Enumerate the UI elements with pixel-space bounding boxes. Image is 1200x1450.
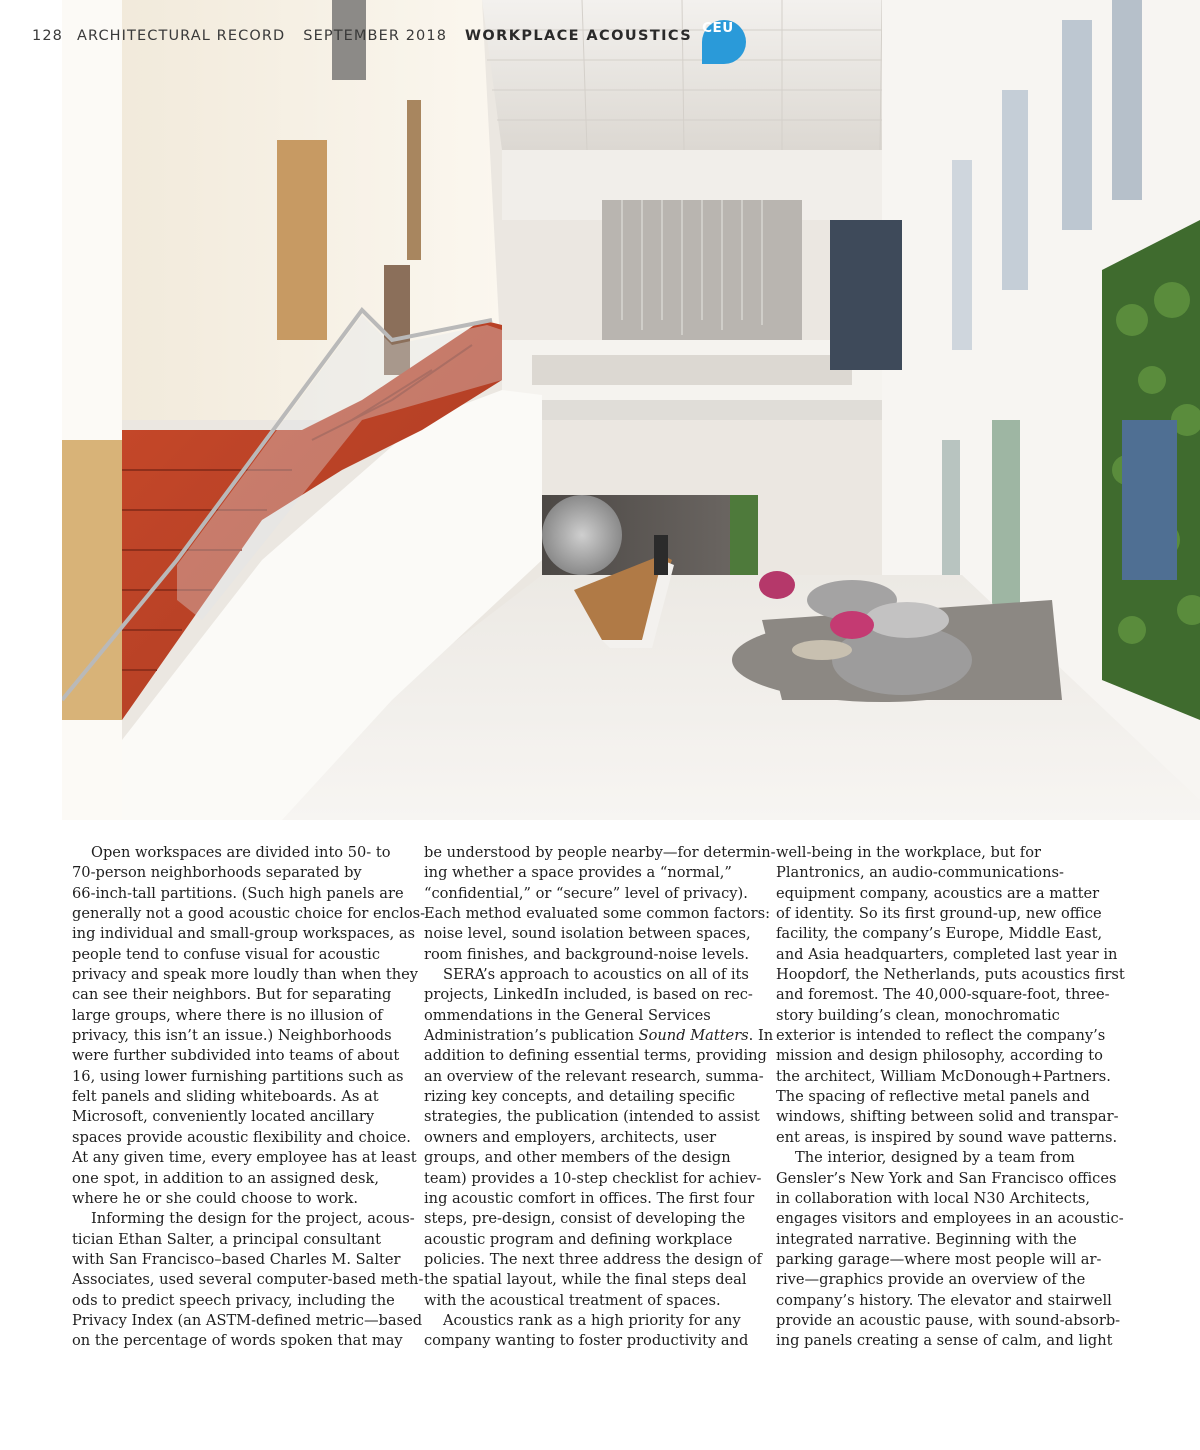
- text-line: facility, the company’s Europe, Middle East,: [776, 925, 1103, 943]
- page-number: 128: [32, 28, 63, 44]
- text-line: were further subdivided into teams of about: [72, 1047, 400, 1065]
- text-line: policies. The next three address the design of: [424, 1250, 762, 1268]
- text-line: people tend to confuse visual for acoustic: [72, 945, 381, 963]
- text-line: with the acoustical treatment of spaces.: [424, 1291, 721, 1309]
- atrium-photo: [62, 0, 1200, 820]
- text-line: integrated narrative. Beginning with the: [776, 1230, 1077, 1248]
- text-line: Privacy Index (an ASTM-defined metric—based: [72, 1311, 423, 1329]
- text-line: an overview of the relevant research, summa-: [424, 1067, 764, 1085]
- text-line: Associates, used several computer-based meth-: [72, 1271, 424, 1289]
- text-line: company’s history. The elevator and stairwell: [776, 1291, 1112, 1309]
- text-line: projects, LinkedIn included, is based on rec-: [424, 986, 753, 1004]
- text-line: privacy and speak more loudly than when they: [72, 966, 419, 984]
- text-line: The interior, designed by a team from: [795, 1149, 1075, 1167]
- text-line: one spot, in addition to an assigned desk,: [72, 1169, 380, 1187]
- text-line: Plantronics, an audio-communications-: [776, 864, 1064, 882]
- text-line: groups, and other members of the design: [424, 1149, 731, 1167]
- text-line: The spacing of reflective metal panels and: [776, 1088, 1090, 1106]
- text-line: 70-person neighborhoods separated by: [72, 864, 362, 882]
- text-line: engages visitors and employees in an acoustic-: [776, 1210, 1124, 1228]
- text-line: rizing key concepts, and detailing specific: [424, 1088, 736, 1106]
- text-line: on the percentage of words spoken that may: [72, 1332, 403, 1350]
- text-line: SERA’s approach to acoustics on all of its: [443, 966, 749, 984]
- text-line: ing whether a space provides a “normal,”: [424, 864, 732, 882]
- magazine-name: ARCHITECTURAL RECORD: [76, 28, 286, 44]
- text-line: ods to predict speech privacy, including the: [72, 1291, 395, 1309]
- text-line: ing panels creating a sense of calm, and light: [776, 1332, 1113, 1350]
- text-line: company wanting to foster productivity and: [424, 1332, 749, 1350]
- text-line: Each method evaluated some common factors:: [424, 905, 771, 923]
- ceu-badge: CEU: [702, 20, 746, 64]
- text-line: parking garage—where most people will ar-: [776, 1250, 1102, 1268]
- text-line: generally not a good acoustic choice for enclos-: [72, 905, 426, 923]
- text-line: of identity. So its first ground-up, new office: [776, 905, 1102, 923]
- text-line: noise level, sound isolation between spaces,: [424, 925, 751, 943]
- text-column-1: [72, 843, 426, 1352]
- text-line: ommendations in the General Services: [424, 1006, 711, 1024]
- text-line: exterior is intended to reflect the company’s: [776, 1027, 1106, 1045]
- text-line: well-being in the workplace, but for: [776, 844, 1041, 861]
- text-line: where he or she could choose to work.: [72, 1189, 358, 1207]
- text-line: Informing the design for the project, acous-: [91, 1210, 415, 1228]
- text-line: addition to defining essential terms, providing: [424, 1047, 767, 1065]
- text-line: Gensler’s New York and San Francisco offices: [776, 1169, 1117, 1187]
- text-line: Microsoft, conveniently located ancillary: [72, 1108, 375, 1126]
- text-line: tician Ethan Salter, a principal consultant: [72, 1230, 381, 1248]
- text-line: room finishes, and background-noise levels.: [424, 945, 750, 963]
- text-line: 16, using lower furnishing partitions such as: [72, 1067, 404, 1085]
- text-line: ent areas, is inspired by sound wave patterns.: [776, 1128, 1118, 1146]
- text-line: spaces provide acoustic flexibility and choice.: [72, 1128, 411, 1146]
- text-line: provide an acoustic pause, with sound-absorb-: [776, 1311, 1121, 1329]
- text-line: equipment company, acoustics are a matter: [776, 884, 1100, 902]
- text-line: and foremost. The 40,000-square-foot, three-: [776, 986, 1110, 1004]
- text-line: At any given time, every employee has at least: [72, 1149, 417, 1167]
- text-line: the spatial layout, while the final steps deal: [424, 1271, 747, 1289]
- issue-date: SEPTEMBER 2018: [303, 28, 448, 44]
- text-line: team) provides a 10-step checklist for achiev-: [424, 1169, 762, 1187]
- text-line: strategies, the publication (intended to assist: [424, 1108, 760, 1126]
- text-line: ing acoustic comfort in offices. The first four: [424, 1189, 755, 1207]
- text-line: rive—graphics provide an overview of the: [776, 1271, 1086, 1289]
- running-header: [32, 20, 746, 46]
- text-line: privacy, this isn’t an issue.) Neighborhoods: [72, 1027, 392, 1045]
- text-line: with San Francisco–based Charles M. Salter: [72, 1250, 401, 1268]
- text-line: the architect, William McDonough+Partners.: [776, 1067, 1111, 1085]
- publication-title: Sound Matters: [638, 1027, 749, 1045]
- text-line: Open workspaces are divided into 50- to: [91, 844, 391, 861]
- text-line: in collaboration with local N30 Architects,: [776, 1189, 1090, 1207]
- text-line: steps, pre-design, consist of developing the: [424, 1210, 746, 1228]
- text-line: owners and employers, architects, user: [424, 1128, 717, 1146]
- text-line: story building’s clean, monochromatic: [776, 1006, 1060, 1024]
- text-line: felt panels and sliding whiteboards. As at: [72, 1088, 379, 1106]
- text-column-2: [424, 843, 776, 1352]
- text-line: “confidential,” or “secure” level of privacy).: [424, 884, 748, 902]
- text-line: acoustic program and defining workplace: [424, 1230, 733, 1248]
- text-line: can see their neighbors. But for separating: [72, 986, 392, 1004]
- section-title: WORKPLACE ACOUSTICS: [465, 28, 693, 44]
- text-line: Acoustics rank as a high priority for any: [443, 1311, 741, 1329]
- text-line: windows, shifting between solid and transpar-: [776, 1108, 1119, 1126]
- text-line: 66-inch-tall partitions. (Such high panels are: [72, 884, 404, 902]
- text-line: ing individual and small-group workspaces, as: [72, 925, 416, 943]
- text-line: be understood by people nearby—for determin-: [424, 844, 776, 861]
- text-line: Administration’s publication Sound Matters. In: [424, 1027, 774, 1045]
- text-line: Hoopdorf, the Netherlands, puts acoustics first: [776, 966, 1125, 984]
- text-line: and Asia headquarters, completed last year in: [776, 945, 1118, 963]
- text-column-3: [776, 843, 1125, 1352]
- text-line: large groups, where there is no illusion of: [72, 1006, 383, 1024]
- text-line: mission and design philosophy, according to: [776, 1047, 1103, 1065]
